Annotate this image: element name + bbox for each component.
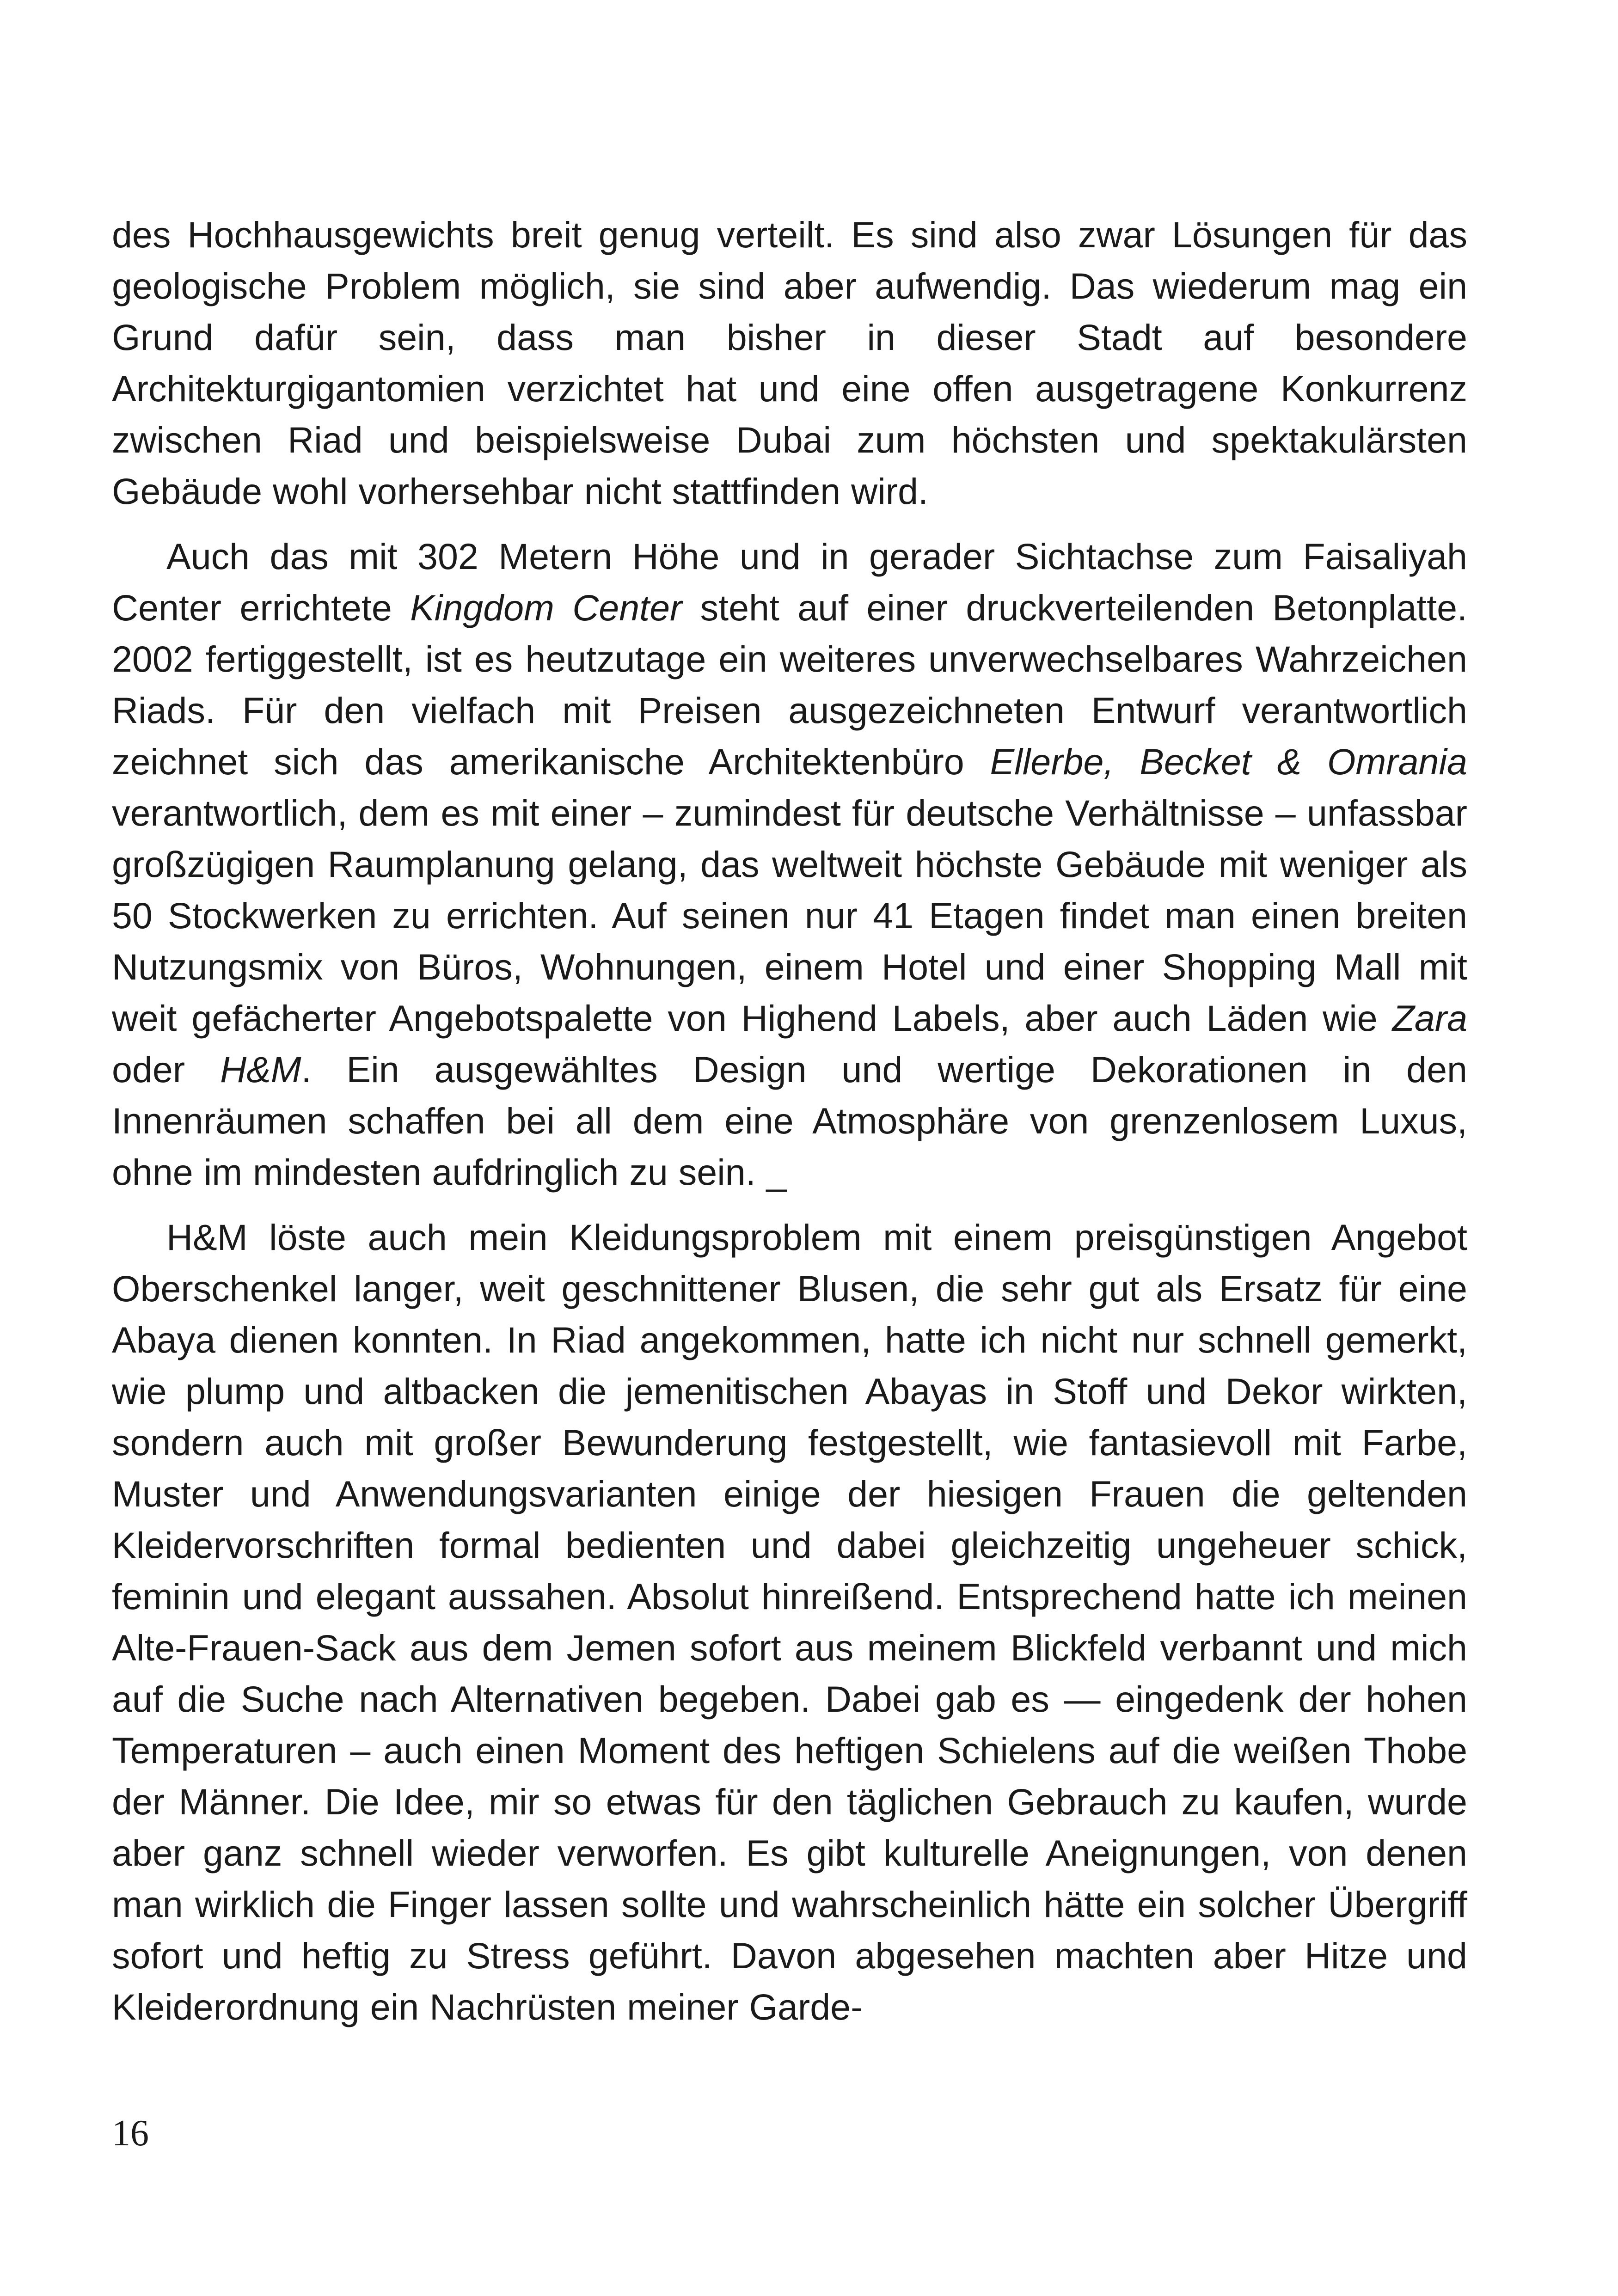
body-text (112, 209, 1467, 2033)
paragraph-2 (112, 531, 1467, 1198)
paragraph-2-text-1: Auch das mit 302 Metern Höhe und in gerader Sichtachse zum Faisaliyah Center errichtete (112, 536, 1467, 628)
paragraph-1: des Hochhausgewichts breit genug verteilt. Es sind also zwar Lösungen für das geologische Problem möglich, sie sind aber aufwendig. Das wiederum mag ein Grund dafür sein, dass man bisher in dieser Stadt auf besondere Architekturgigantomien verzichtet hat und eine offen ausgetragene Konkurrenz zwischen Riad und beispielsweise Dubai zum höchsten und spektakulärsten Gebäude wohl vorhersehbar nicht stattfinden wird. (112, 214, 1467, 512)
zara-label: Zara (1392, 998, 1467, 1039)
page-number: 16 (112, 2113, 149, 2154)
hm-label: H&M (220, 1049, 301, 1090)
paragraph-2-text-4: oder (112, 1049, 221, 1090)
paragraph-3: H&M löste auch mein Kleidungsproblem mit einem preisgünstigen Angebot Oberschenkel langer, weit geschnittener Blusen, die sehr gut als Ersatz für eine Abaya dienen konnten. In Riad angekommen, hatte ich nicht nur schnell gemerkt, wie plump und altbacken die jemenitischen Abayas in Stoff und Dekor wirkten, sondern auch mit großer Bewunderung festgestellt, wie fantasievoll mit Farbe, Muster und Anwendungsvarianten einige der hiesigen Frauen die geltenden Kleidervorschriften formal bedienten und dabei gleichzeitig ungeheuer schick, feminin und elegant aussahen. Absolut hinreißend. Entsprechend hatte ich meinen Alte-Frauen-Sack aus dem Jemen sofort aus meinem Blickfeld verbannt und mich auf die Suche nach Alternativen begeben. Dabei gab es — eingedenk der hohen Temperaturen – auch einen Moment des heftigen Schielens auf die weißen Thobe der Männer. Die Idee, mir so etwas für den täglichen Gebrauch zu kaufen, wurde aber ganz schnell wieder verworfen. Es gibt kulturelle Aneignungen, von denen man wirklich die Finger lassen sollte und wahrscheinlich hätte ein solcher Übergriff sofort und heftig zu Stress geführt. Davon abgesehen machten aber Hitze und Kleiderordnung ein Nachrüsten meiner Garde- (112, 1217, 1467, 2027)
architects-name: Ellerbe, Becket & Omrania (990, 741, 1467, 782)
paragraph-2-text-5: . Ein ausgewähltes Design und wertige Dekorationen in den Innenräumen schaffen bei all dem eine Atmosphäre von grenzenlosem Luxus, ohne im mindesten aufdringlich zu sein. _ (112, 1049, 1467, 1193)
kingdom-center-title: Kingdom Center (410, 587, 682, 628)
paragraph-2-text-2: steht auf einer druckverteilenden Betonplatte. 2002 fertiggestellt, ist es heutzutage ein weiteres unverwechselbares Wahrzeichen Riads. Für den vielfach mit Preisen ausgezeichneten Entwurf verantwortlich zeichnet sich das amerikanische Architektenbüro (112, 587, 1467, 782)
paragraph-2-text-3: verantwortlich, dem es mit einer – zumindest für deutsche Verhältnisse – unfassbar großzügigen Raumplanung gelang, das weltweit höchste Gebäude mit weniger als 50 Stockwerken zu errichten. Auf seinen nur 41 Etagen findet man einen breiten Nutzungsmix von Büros, Wohnungen, einem Hotel und einer Shopping Mall mit weit gefächerter Angebotspalette von Highend Labels, aber auch Läden wie (112, 792, 1467, 1039)
